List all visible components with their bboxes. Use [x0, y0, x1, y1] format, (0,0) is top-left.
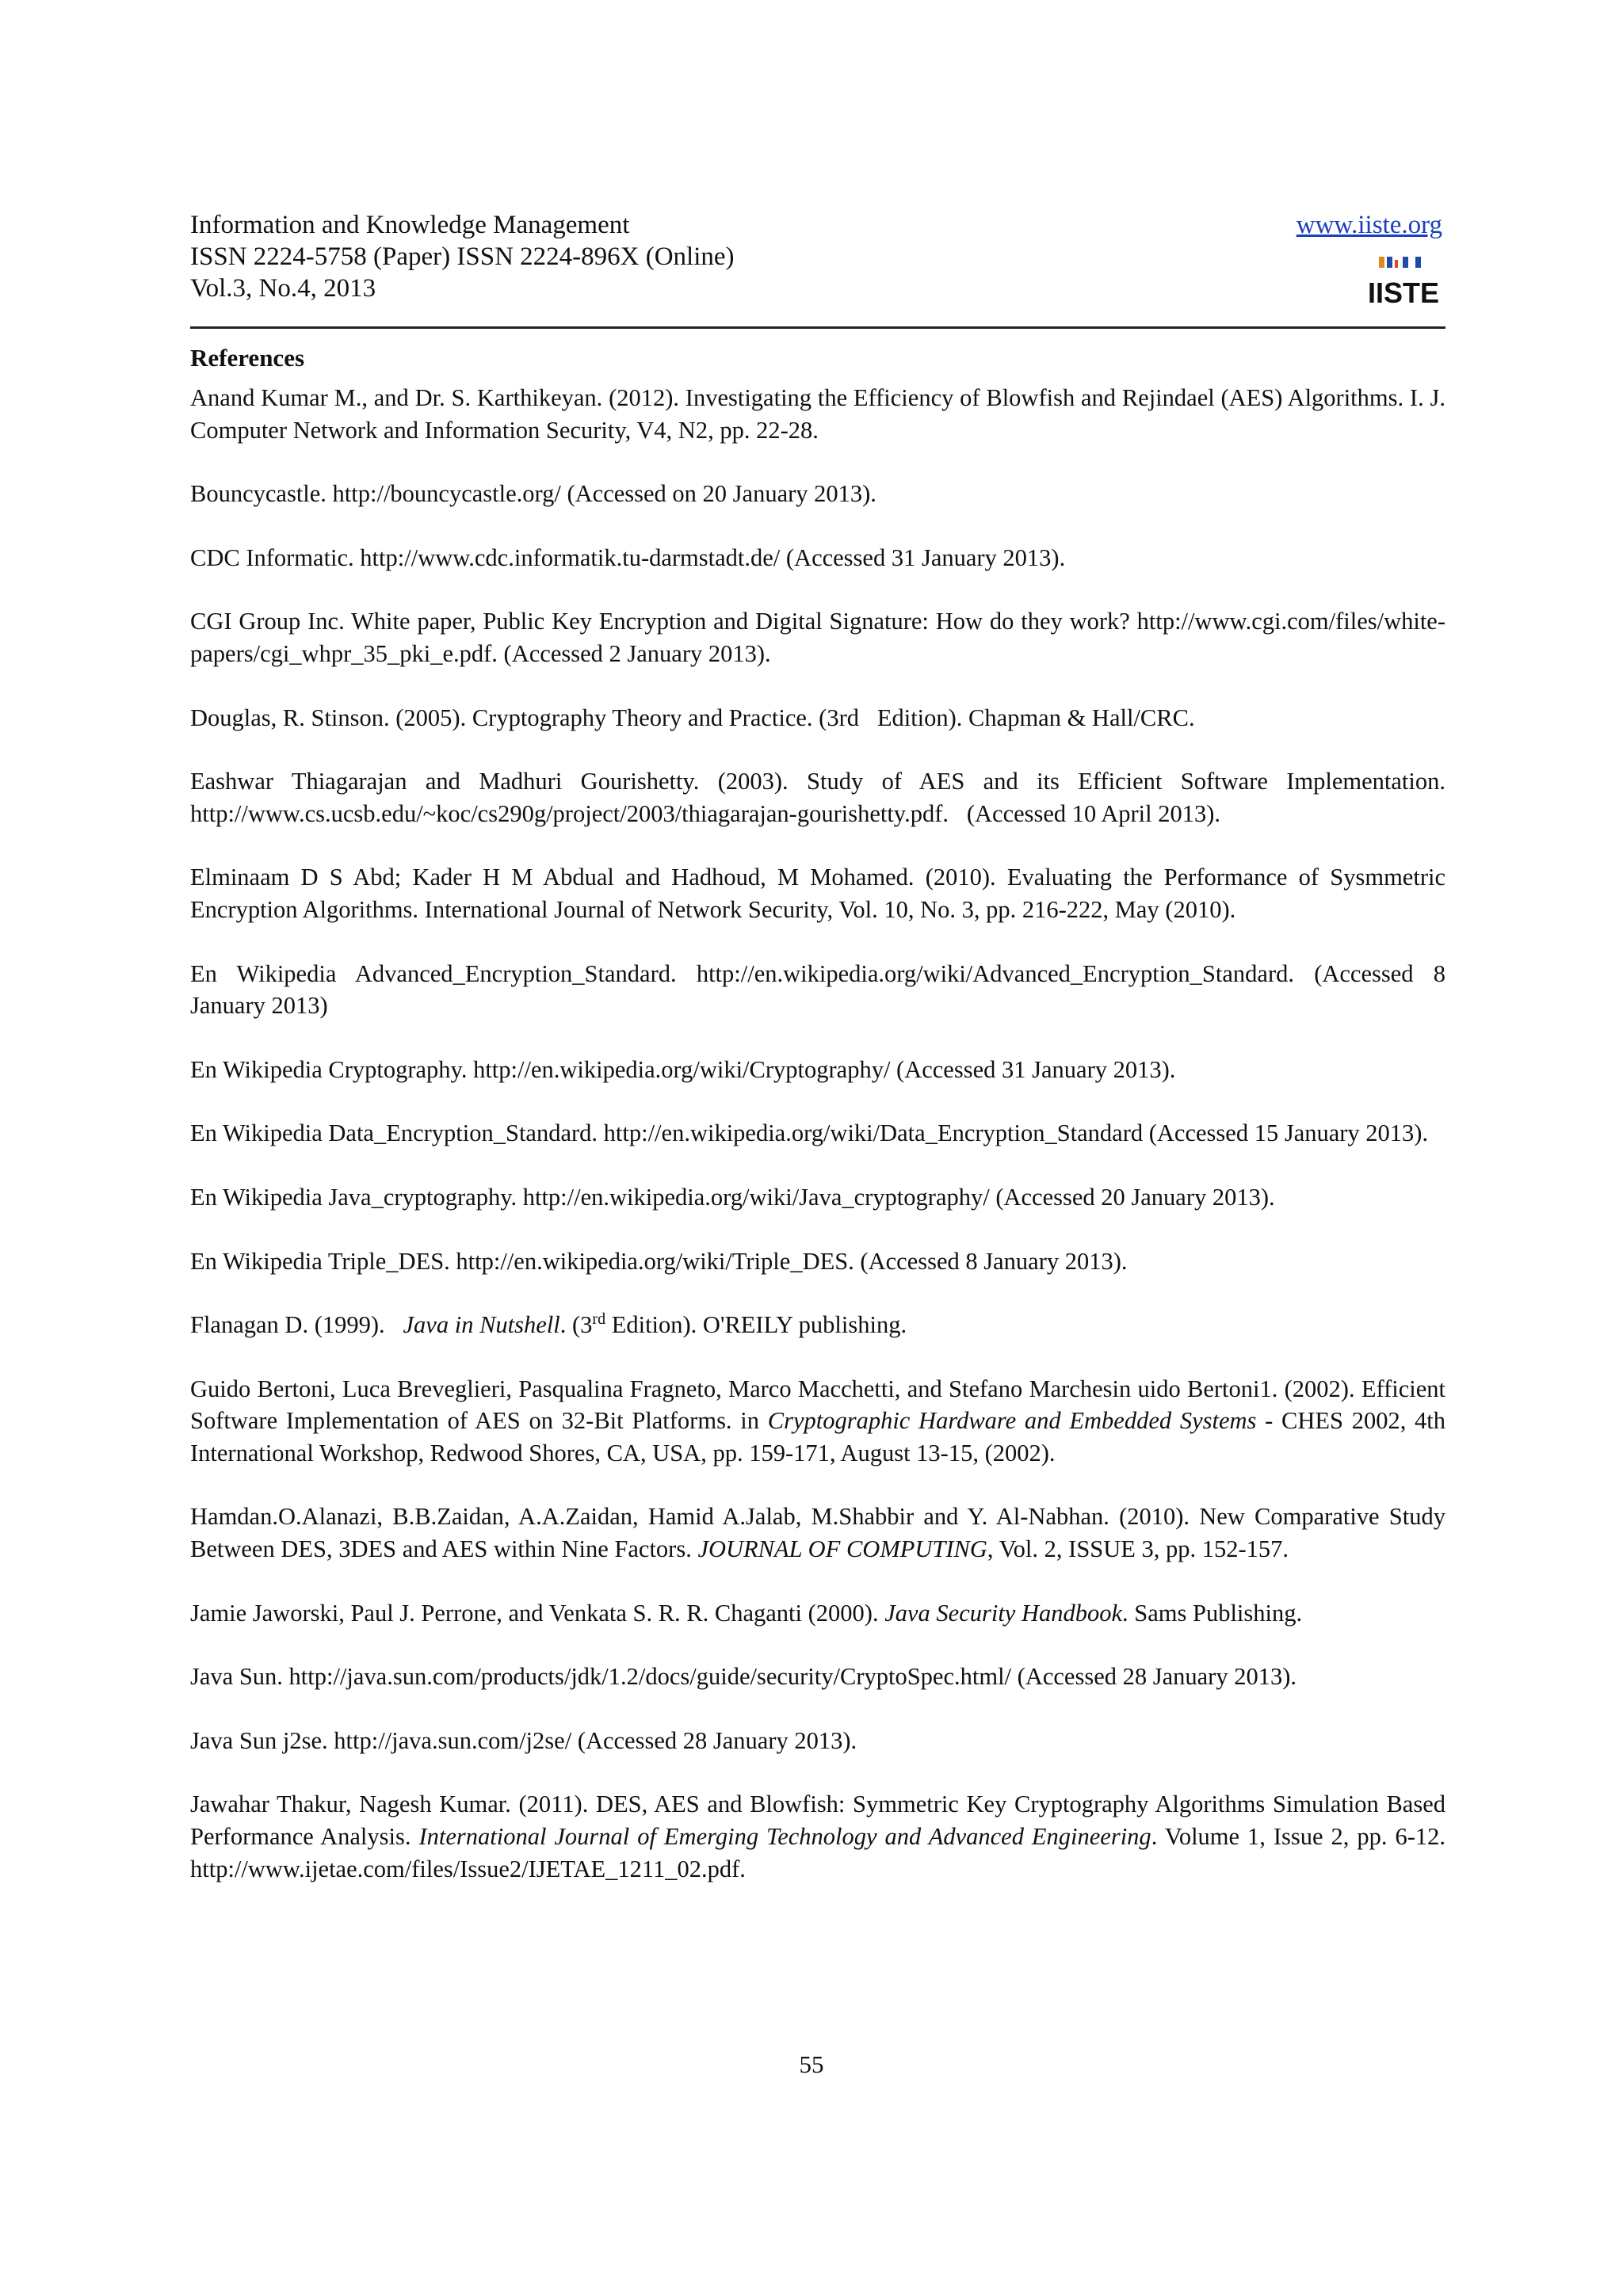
reference-item: Java Sun. http://java.sun.com/products/jdk/1.2/docs/guide/security/CryptoSpec.html/ (Accessed 28 January 2013).: [190, 1663, 1296, 1691]
reference-item: [190, 1373, 1445, 1470]
reference-item: En Wikipedia Cryptography. http://en.wikipedia.org/wiki/Cryptography/ (Accessed 31 January 2013).: [190, 1055, 1176, 1083]
ref-superscript: rd: [592, 1310, 606, 1328]
header-right: [1296, 209, 1442, 241]
reference-item: En Wikipedia Advanced_Encryption_Standard. http://en.wikipedia.org/wiki/Advanced_Encryption_Standard. (Accessed 8 January 2013): [190, 959, 1445, 1020]
ref-text: Jamie Jaworski, Paul J. Perrone, and Venkata S. R. R. Chaganti (2000).: [190, 1599, 885, 1627]
reference-item: [190, 1309, 1445, 1341]
section-title: References: [190, 344, 305, 372]
reference-item: [190, 1788, 1445, 1885]
reference-item: Bouncycastle. http://bouncycastle.org/ (Accessed on 20 January 2013).: [190, 480, 876, 508]
ref-title-italic: Java in Nutshell: [403, 1311, 560, 1339]
header-rule: [190, 326, 1445, 329]
website-link[interactable]: www.iiste.org: [1296, 211, 1442, 239]
journal-title: Information and Knowledge Management: [190, 211, 630, 239]
journal-info: [190, 209, 735, 304]
reference-item: CDC Informatic. http://www.cdc.informatik.tu-darmstadt.de/ (Accessed 31 January 2013).: [190, 543, 1066, 571]
ref-title-italic: Java Security Handbook: [884, 1599, 1123, 1627]
ref-text: Jawahar Thakur, Nagesh Kumar. (2011). DES, AES and Blowfish: Symmetric Key Cryptography Algorithms Simulation Based Performance Analysis.: [190, 1791, 1445, 1851]
ref-text: Flanagan D. (1999).: [190, 1311, 403, 1339]
reference-item: Java Sun j2se. http://java.sun.com/j2se/ (Accessed 28 January 2013).: [190, 1726, 857, 1754]
ref-text: . (3: [559, 1311, 593, 1339]
reference-item: [190, 1597, 1445, 1630]
reference-item: Anand Kumar M., and Dr. S. Karthikeyan. (2012). Investigating the Efficiency of Blowfish and Rejindael (AES) Algorithms. I. J. Computer Network and Information Security, V4, N2, pp. 22-28.: [190, 384, 1445, 444]
page-number: 55: [799, 2050, 824, 2078]
reference-item: En Wikipedia Triple_DES. http://en.wikipedia.org/wiki/Triple_DES. (Accessed 8 January 2013).: [190, 1247, 1128, 1275]
reference-item: Eashwar Thiagarajan and Madhuri Gourishetty. (2003). Study of AES and its Efficient Software Implementation. http://www.cs.ucsb.edu/~koc/cs290g/project/2003/thiagarajan-gourishetty.pdf. (Accessed 10 April 2013).: [190, 768, 1452, 827]
ref-title-italic: JOURNAL OF COMPUTING: [697, 1535, 987, 1563]
reference-item: Douglas, R. Stinson. (2005). Cryptography Theory and Practice. (3rd Edition). Chapman & Hall/CRC.: [190, 704, 1195, 731]
ref-text: Edition). O'REILY publishing.: [605, 1311, 907, 1339]
ref-text: , Vol. 2, ISSUE 3, pp. 152-157.: [987, 1535, 1289, 1563]
references-section: [190, 342, 1452, 1917]
iiste-logo-icon: [1367, 255, 1440, 314]
journal-volume: Vol.3, No.4, 2013: [190, 274, 376, 303]
reference-item: Elminaam D S Abd; Kader H M Abdual and Hadhoud, M Mohamed. (2010). Evaluating the Performance of Sysmmetric Encryption Algorithms. International Journal of Network Security, Vol. 10, No. 3, pp. 216-222, May (2010).: [190, 864, 1445, 923]
logo-text: IISTE: [1367, 277, 1440, 309]
journal-issn: ISSN 2224-5758 (Paper) ISSN 2224-896X (Online): [190, 242, 735, 271]
ref-text: . Sams Publishing.: [1122, 1599, 1303, 1627]
ref-title-italic: International Journal of Emerging Technology and Advanced Engineering: [418, 1823, 1151, 1851]
reference-item: CGI Group Inc. White paper, Public Key Encryption and Digital Signature: How do they work? http://www.cgi.com/files/white-papers/cgi_whpr_35_pki_e.pdf. (Accessed 2 January 2013).: [190, 608, 1445, 667]
ref-text: Guido Bertoni, Luca Breveglieri, Pasqualina Fragneto, Marco Macchetti, and Stefano Marchesin uido Bertoni1. (2002). Efficient Software Implementation of AES on 32-Bit Platforms. in: [190, 1375, 1445, 1435]
reference-item: En Wikipedia Data_Encryption_Standard. http://en.wikipedia.org/wiki/Data_Encryption_Standard (Accessed 15 January 2013).: [190, 1119, 1429, 1147]
reference-item: [190, 1501, 1445, 1565]
ref-text: - CHES 2002, 4th International Workshop, Redwood Shores, CA, USA, pp. 159-171, August 13-15, (2002).: [190, 1407, 1446, 1466]
ref-text: Hamdan.O.Alanazi, B.B.Zaidan, A.A.Zaidan, Hamid A.Jalab, M.Shabbir and Y. Al-Nabhan. (2010). New Comparative Study Between DES, 3DES and AES within Nine Factors.: [190, 1503, 1445, 1563]
ref-text: . Volume 1, Issue 2, pp. 6-12. http://www.ijetae.com/files/Issue2/IJETAE_1211_02.pdf.: [190, 1823, 1446, 1882]
reference-item: En Wikipedia Java_cryptography. http://en.wikipedia.org/wiki/Java_cryptography/ (Accessed 20 January 2013).: [190, 1183, 1275, 1211]
page-header: [190, 209, 1442, 328]
ref-title-italic: Cryptographic Hardware and Embedded Systems: [767, 1407, 1257, 1435]
